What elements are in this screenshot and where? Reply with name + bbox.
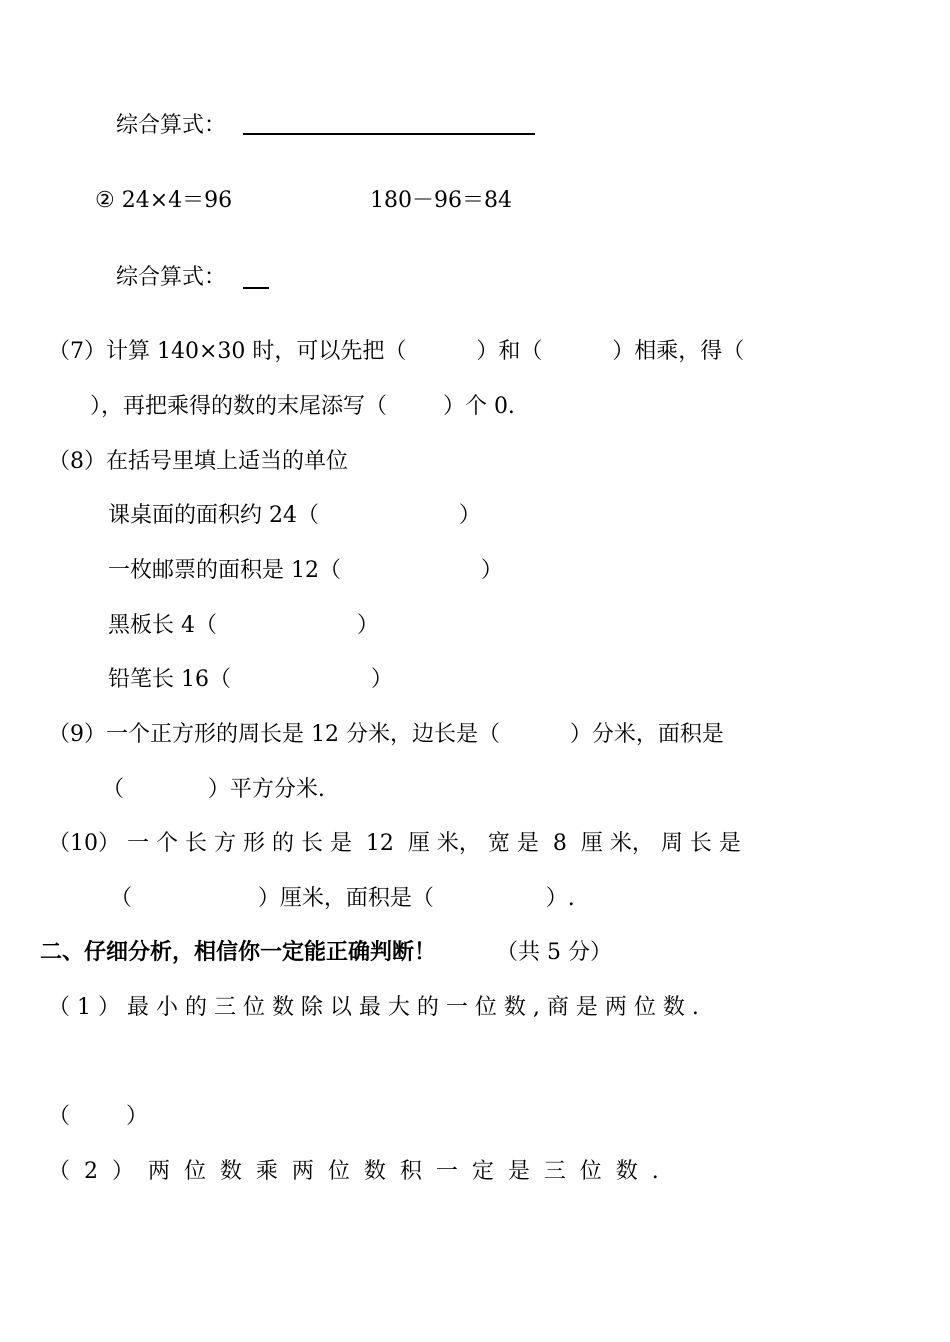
- section-2-points: （共 5 分）: [496, 940, 612, 965]
- question-7-line-2: ），再把乘得的数的末尾添写（ ）个 0.: [90, 394, 515, 419]
- question-8-item-2: 一枚邮票的面积是 12（ ）: [108, 558, 503, 583]
- equation-2a: ② 24×4＝96: [95, 188, 233, 213]
- section-2-heading: 二、仔细分析，相信你一定能正确判断！: [40, 940, 437, 965]
- question-8-item-1: 课桌面的面积约 24（ ）: [108, 503, 481, 528]
- question-7-line-1: （7）计算 140×30 时，可以先把（ ）和（ ）相乘，得（: [48, 339, 745, 364]
- equation-2b: 180－96＝84: [370, 188, 512, 213]
- combined-formula-label-2: 综合算式：: [116, 265, 227, 290]
- question-9-line-1: （9）一个正方形的周长是 12 分米，边长是（ ）分米，面积是: [48, 722, 724, 747]
- combined-formula-label-1: 综合算式：: [116, 113, 227, 138]
- question-10-line-1: （10） 一 个 长 方 形 的 长 是 12 厘 米， 宽 是 8 厘 米， 周 长 是: [48, 831, 741, 856]
- judge-question-2: （ 2 ） 两 位 数 乘 两 位 数 积 一 定 是 三 位 数 .: [48, 1159, 659, 1184]
- judge-question-1: （ 1 ） 最 小 的 三 位 数 除 以 最 大 的 一 位 数 , 商 是 两 位 数 .: [48, 995, 699, 1020]
- judge-answer-1[interactable]: （ ）: [48, 1104, 148, 1129]
- answer-blank-1[interactable]: [243, 133, 535, 135]
- question-9-line-2: （ ）平方分米.: [102, 777, 325, 802]
- question-8-item-3: 黑板长 4（ ）: [108, 613, 379, 638]
- question-8-title: （8）在括号里填上适当的单位: [48, 449, 348, 474]
- question-10-line-2: （ ）厘米，面积是（ ）.: [110, 886, 575, 911]
- answer-blank-2[interactable]: [243, 287, 269, 289]
- question-8-item-4: 铅笔长 16（ ）: [108, 667, 393, 692]
